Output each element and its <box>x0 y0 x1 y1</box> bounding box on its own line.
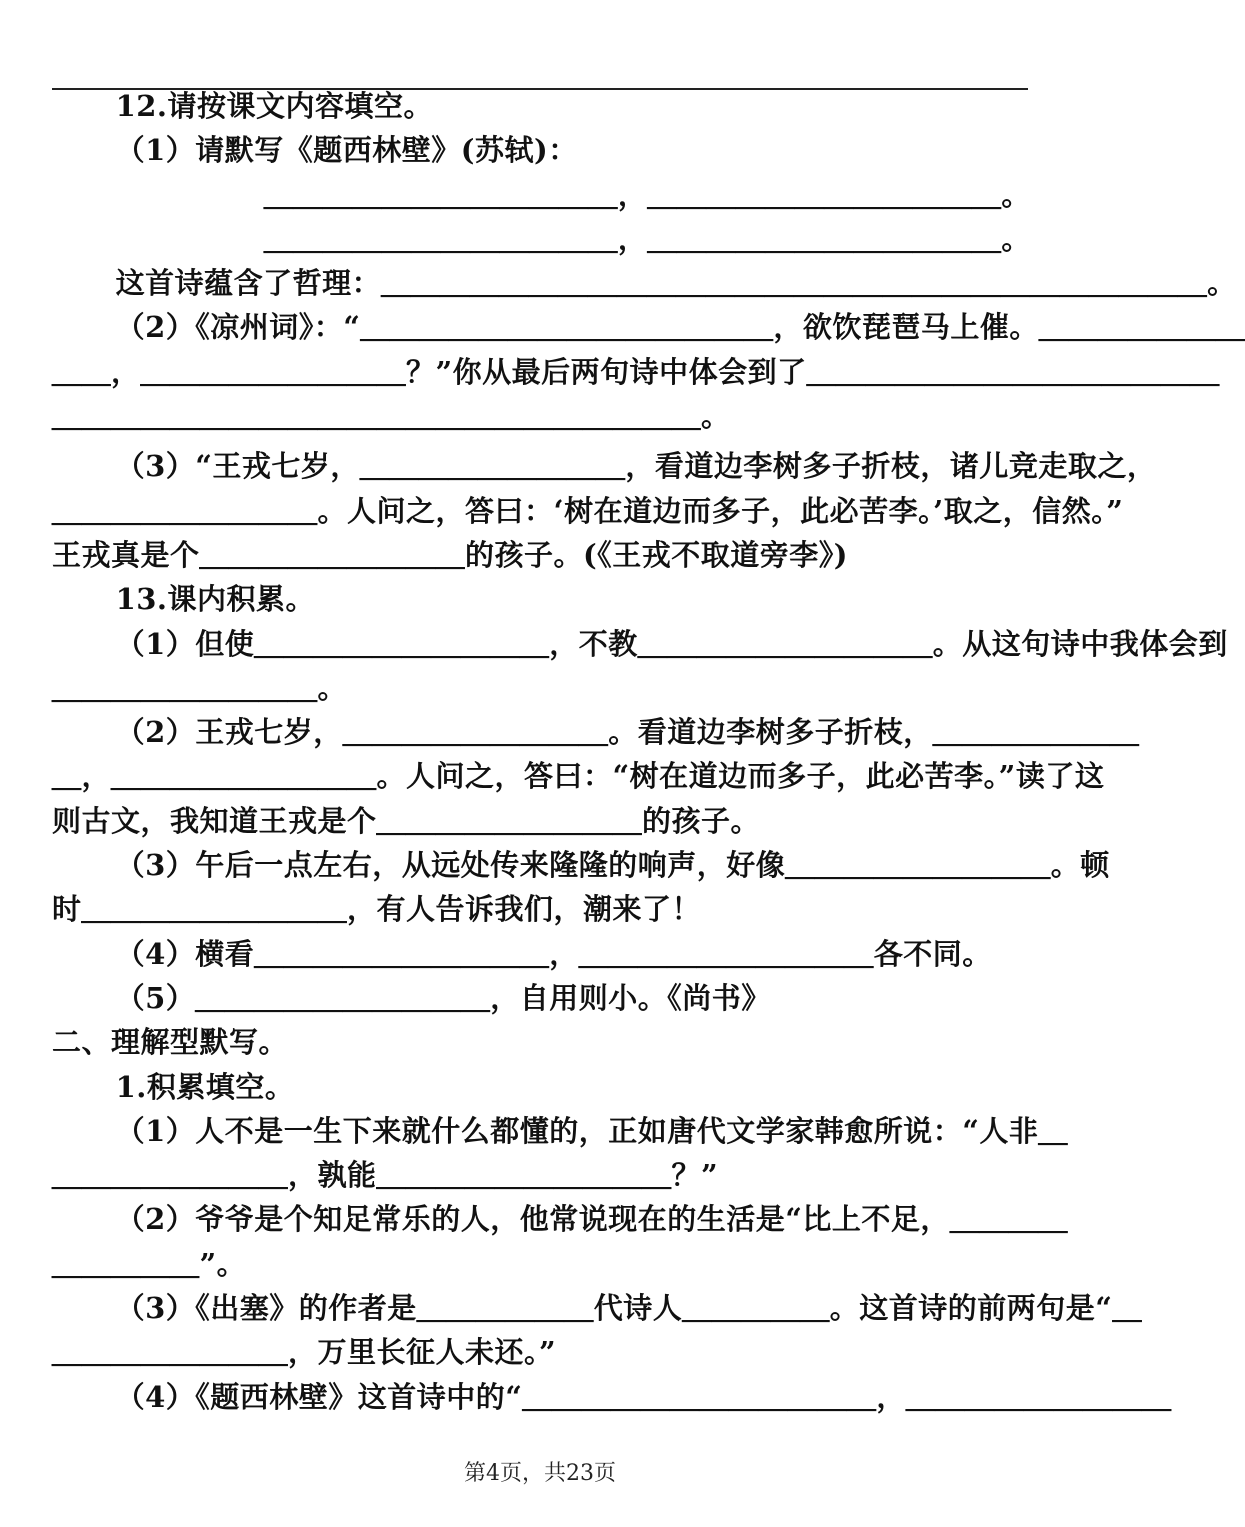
q12-item-1-prompt: （1）请默写《题西林壁》(苏轼)： <box>52 133 578 168</box>
q13-item-1-line-1: （1）但使＿＿＿＿＿＿＿＿＿＿，不教＿＿＿＿＿＿＿＿＿＿。从这句诗中我体会到 <box>52 626 1228 661</box>
q13-item-2-line-1: （2）王戎七岁，＿＿＿＿＿＿＿＿＿。看道边李树多子折枝，＿＿＿＿＿＿＿ <box>52 715 1140 750</box>
s2-q1-item-3-line-1: （3）《出塞》的作者是＿＿＿＿＿＿代诗人＿＿＿＿＿。这首诗的前两句是“＿ <box>52 1291 1142 1326</box>
q12-item-3-line-3: 王戎真是个＿＿＿＿＿＿＿＿＿的孩子。(《王戎不取道旁李》) <box>52 537 848 572</box>
s2-q1-item-4-line-1: （4）《题西林壁》这首诗中的“＿＿＿＿＿＿＿＿＿＿＿＿，＿＿＿＿＿＿＿＿＿ <box>52 1379 1172 1414</box>
worksheet-body <box>52 84 1245 1419</box>
q12-item-1-blank-line-1: ＿＿＿＿＿＿＿＿＿＿＿＿，＿＿＿＿＿＿＿＿＿＿＿＿。 <box>52 177 1031 212</box>
q12-item-2-line-2: ＿＿，＿＿＿＿＿＿＿＿＿？”你从最后两句诗中体会到了＿＿＿＿＿＿＿＿＿＿＿＿＿＿ <box>52 354 1220 389</box>
s2-q1-item-1-line-1: （1）人不是一生下来就什么都懂的，正如唐代文学家韩愈所说：“人非＿ <box>52 1113 1068 1148</box>
page-number-footer: 第4页，共23页 <box>464 1461 616 1486</box>
s2-q1-item-1-line-2: ＿＿＿＿＿＿＿＿，孰能＿＿＿＿＿＿＿＿＿＿？” <box>52 1158 719 1193</box>
q13-item-2-line-2: ＿，＿＿＿＿＿＿＿＿＿。人问之，答曰：“树在道边而多子，此必苦李。”读了这 <box>52 759 1105 794</box>
question-12-heading: 12.请按课文内容填空。 <box>52 89 434 123</box>
q12-item-2-line-3: ＿＿＿＿＿＿＿＿＿＿＿＿＿＿＿＿＿＿＿＿＿＿。 <box>52 399 731 434</box>
q13-item-3-line-2: 时＿＿＿＿＿＿＿＿＿，有人告诉我们，潮来了！ <box>52 892 702 927</box>
q12-item-2-line-1: （2）《凉州词》：“＿＿＿＿＿＿＿＿＿＿＿＿＿＿，欲饮琵琶马上催。＿＿＿＿＿＿＿ <box>52 310 1245 345</box>
q12-item-3-line-1: （3）“王戎七岁，＿＿＿＿＿＿＿＿＿，看道边李树多子折枝，诸儿竞走取之， <box>52 449 1157 484</box>
s2-q1-item-2-line-2: ＿＿＿＿＿”。 <box>52 1246 247 1281</box>
q12-item-3-line-2: ＿＿＿＿＿＿＿＿＿。人问之，答曰：‘树在道边而多子，此必苦李。’取之，信然。” <box>52 493 1124 528</box>
s2-q1-item-3-line-2: ＿＿＿＿＿＿＿＿，万里长征人未还。” <box>52 1335 557 1370</box>
q13-item-4: （4）横看＿＿＿＿＿＿＿＿＿＿，＿＿＿＿＿＿＿＿＿＿各不同。 <box>52 936 992 971</box>
s2-q1-item-2-line-1: （2）爷爷是个知足常乐的人，他常说现在的生活是“比上不足，＿＿＿＿ <box>52 1202 1068 1237</box>
q12-item-1-blank-line-2: ＿＿＿＿＿＿＿＿＿＿＿＿，＿＿＿＿＿＿＿＿＿＿＿＿。 <box>52 221 1031 256</box>
question-13-heading: 13.课内积累。 <box>52 582 316 617</box>
section-2-q1-heading: 1.积累填空。 <box>52 1069 295 1104</box>
q13-item-5: （5）＿＿＿＿＿＿＿＿＿＿，自用则小。《尚书》 <box>52 980 771 1015</box>
q13-item-1-line-2: ＿＿＿＿＿＿＿＿＿。 <box>52 670 348 705</box>
q12-item-1-philosophy: 这首诗蕴含了哲理：＿＿＿＿＿＿＿＿＿＿＿＿＿＿＿＿＿＿＿＿＿＿＿＿＿＿＿＿。 <box>52 266 1237 301</box>
q13-item-3-line-1: （3）午后一点左右，从远处传来隆隆的响声，好像＿＿＿＿＿＿＿＿＿。顿 <box>52 848 1110 883</box>
q13-item-2-line-3: 则古文，我知道王戎是个＿＿＿＿＿＿＿＿＿的孩子。 <box>52 803 761 838</box>
section-2-heading: 二、理解型默写。 <box>52 1025 289 1060</box>
